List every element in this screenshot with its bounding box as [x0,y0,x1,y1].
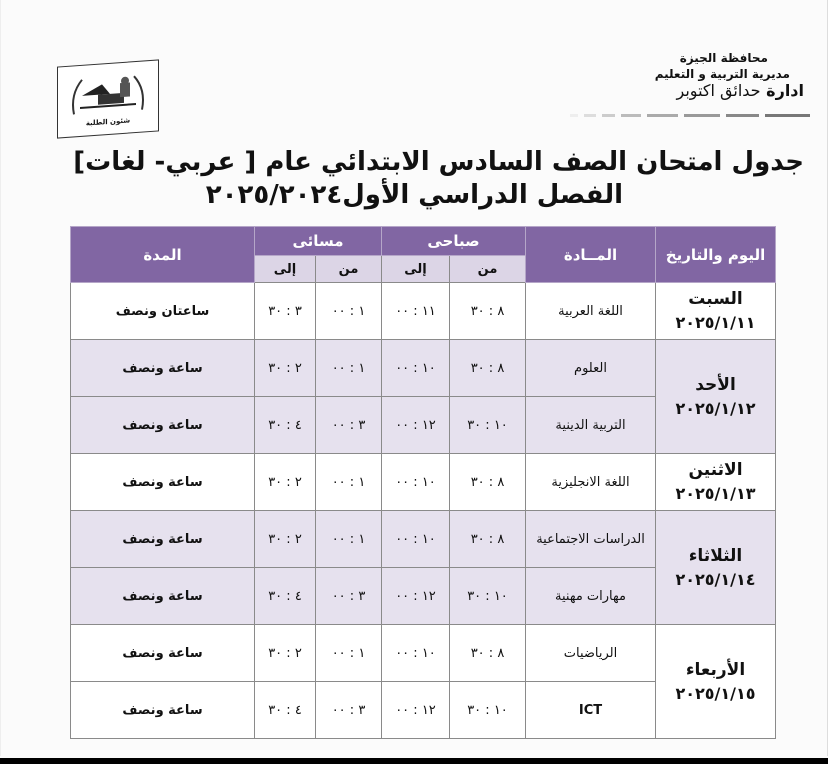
evening-to-cell: ٢ : ٣٠ [255,511,316,568]
exam-schedule-table [70,226,776,739]
subject-cell: اللغة الانجليزية [526,454,656,511]
subject-cell: اللغة العربية [526,283,656,340]
evening-from-cell: ١ : ٠٠ [316,511,382,568]
directorate-label: مديرية التربية و التعليم [654,67,790,81]
subject-cell: مهارات مهنية [526,568,656,625]
evening-to-cell: ٤ : ٣٠ [255,682,316,739]
header-morning-from: من [450,256,526,283]
morning-from-cell: ١٠ : ٣٠ [450,682,526,739]
duration-cell: ساعتان ونصف [71,283,255,340]
header-evening-to: إلى [255,256,316,283]
day-name: السبت [688,289,743,309]
evening-from-cell: ٣ : ٠٠ [316,397,382,454]
morning-to-cell: ١٢ : ٠٠ [382,568,450,625]
header-evening: مسائى [255,227,382,256]
evening-from-cell: ٣ : ٠٠ [316,568,382,625]
evening-from-cell: ١ : ٠٠ [316,454,382,511]
screen-bottom-edge [0,758,828,764]
morning-to-cell: ١١ : ٠٠ [382,283,450,340]
governorate-label: محافظة الجيزة [679,51,768,65]
subject-cell: ICT [526,682,656,739]
day-date: ٢٠٢٥/١/١١ [675,313,756,332]
morning-to-cell: ١٠ : ٠٠ [382,511,450,568]
administration-name: حدائق اكتوبر [676,81,761,100]
morning-from-cell: ٨ : ٣٠ [450,625,526,682]
morning-to-cell: ١٢ : ٠٠ [382,397,450,454]
day-date: ٢٠٢٥/١/١٢ [675,398,756,418]
logo-caption: شئون الطلبة [85,116,131,128]
evening-to-cell: ٢ : ٣٠ [255,454,316,511]
morning-from-cell: ٨ : ٣٠ [450,454,526,511]
day-date: ٢٠٢٥/١/١٥ [675,683,756,703]
evening-to-cell: ٢ : ٣٠ [255,625,316,682]
morning-to-cell: ١٢ : ٠٠ [382,682,450,739]
decorative-rule [570,114,810,118]
table-row [71,283,776,340]
duration-cell: ساعة ونصف [71,340,255,397]
day-name: الأحد [695,374,736,395]
duration-cell: ساعة ونصف [71,682,255,739]
page-title: جدول امتحان الصف السادس الابتدائي عام [ عربي- لغات] [73,147,804,177]
day-cell [656,625,776,739]
day-cell [656,340,776,454]
day-cell [656,283,776,340]
day-date: ٢٠٢٥/١/١٣ [675,484,756,503]
evening-to-cell: ٤ : ٣٠ [255,568,316,625]
duration-cell: ساعة ونصف [71,454,255,511]
duration-cell: ساعة ونصف [71,397,255,454]
header-morning: صباحى [382,227,526,256]
day-name: الثلاثاء [688,545,743,566]
subject-cell: الدراسات الاجتماعية [526,511,656,568]
morning-to-cell: ١٠ : ٠٠ [382,625,450,682]
subject-cell: العلوم [526,340,656,397]
morning-from-cell: ١٠ : ٣٠ [450,397,526,454]
table-row [71,625,776,682]
emblem-icon [68,69,148,119]
morning-from-cell: ٨ : ٣٠ [450,511,526,568]
day-name: الاثنين [688,460,743,480]
duration-cell: ساعة ونصف [71,511,255,568]
day-cell [656,454,776,511]
evening-from-cell: ٣ : ٠٠ [316,682,382,739]
day-date: ٢٠٢٥/١/١٤ [675,569,756,589]
administration-prefix: ادارة [766,81,804,100]
day-name: الأربعاء [685,659,746,680]
morning-from-cell: ٨ : ٣٠ [450,340,526,397]
duration-cell: ساعة ونصف [71,625,255,682]
evening-from-cell: ١ : ٠٠ [316,625,382,682]
administration-label [655,82,804,100]
evening-to-cell: ٣ : ٣٠ [255,283,316,340]
education-logo [57,59,159,138]
morning-from-cell: ١٠ : ٣٠ [450,568,526,625]
header-subject: المــادة [526,227,656,283]
header-evening-from: من [316,256,382,283]
subject-cell: الرياضيات [526,625,656,682]
table-row [71,340,776,397]
header-morning-to: إلى [382,256,450,283]
header-duration: المدة [71,227,255,283]
morning-from-cell: ٨ : ٣٠ [450,283,526,340]
table-row [71,511,776,568]
header-day-date: اليوم والتاريخ [656,227,776,283]
page-subtitle: الفصل الدراسي الأول٢٠٢٥/٢٠٢٤ [205,180,623,210]
duration-cell: ساعة ونصف [71,568,255,625]
table-row [71,454,776,511]
evening-from-cell: ١ : ٠٠ [316,283,382,340]
morning-to-cell: ١٠ : ٠٠ [382,340,450,397]
morning-to-cell: ١٠ : ٠٠ [382,454,450,511]
subject-cell: التربية الدينية [526,397,656,454]
evening-from-cell: ١ : ٠٠ [316,340,382,397]
evening-to-cell: ٢ : ٣٠ [255,340,316,397]
day-cell [656,511,776,625]
institution-header [655,50,804,100]
evening-to-cell: ٤ : ٣٠ [255,397,316,454]
